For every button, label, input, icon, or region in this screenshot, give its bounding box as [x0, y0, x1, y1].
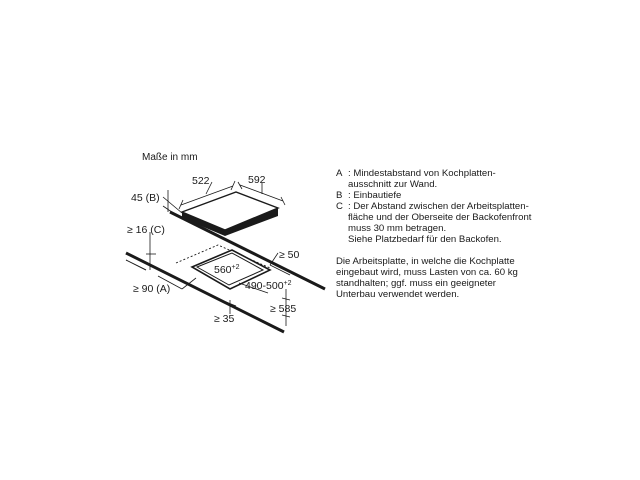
- legend-key: B: [336, 190, 343, 201]
- dim-gap-c: ≥ 16 (C): [127, 224, 165, 236]
- dim-cutout-width-sup: +2: [231, 264, 240, 271]
- legend-text: : Mindestabstand von Kochplatten- ausschnitt zur Wand.: [348, 168, 496, 190]
- dim-rear-gap: ≥ 50: [279, 249, 300, 261]
- legend-item-c: [336, 201, 616, 245]
- dim-cutout-width: $560^{+2}$: [214, 264, 240, 276]
- hob-illustration: [182, 192, 278, 236]
- legend: [336, 168, 616, 300]
- dim-worktop-depth: ≥ 585: [270, 303, 297, 315]
- dim-width-592: 592: [248, 174, 266, 186]
- dim-depth-522: 522: [192, 175, 210, 187]
- legend-key: A: [336, 168, 343, 179]
- dim-cutout-depth: $490-500^{+2}$: [245, 280, 292, 292]
- dim-depth-b: 45 (B): [131, 192, 160, 204]
- dim-front-gap-a: ≥ 90 (A): [133, 283, 171, 295]
- legend-text: : Der Abstand zwischen der Arbeitsplatten- fläche und der Oberseite der Backofenfront muss 30 mm betragen. Siehe Platzbedarf für den Backofen.: [348, 201, 532, 245]
- legend-text: : Einbautiefe: [348, 190, 402, 201]
- dim-cutout-depth-sup: +2: [283, 280, 292, 287]
- dim-side-gap: ≥ 35: [214, 313, 235, 325]
- legend-item-b: [336, 190, 616, 201]
- legend-note: Die Arbeitsplatte, in welche die Kochplatte eingebaut wird, muss Lasten von ca. 60 kg standhalten; ggf. muss ein geeigneter Unterbau verwendet werden.: [336, 256, 518, 300]
- legend-item-a: [336, 168, 616, 190]
- legend-key: C: [336, 201, 343, 212]
- units-label: Maße in mm: [142, 152, 198, 163]
